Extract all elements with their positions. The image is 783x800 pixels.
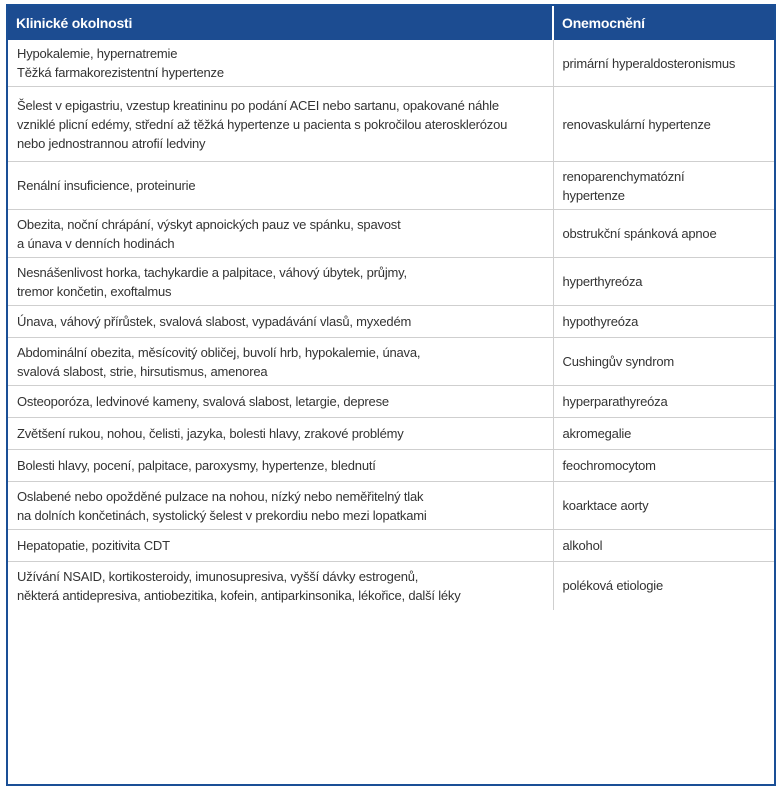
table-row bbox=[8, 162, 774, 210]
condition-cell bbox=[553, 258, 774, 306]
circumstances-line: Těžká farmakorezistentní hypertenze bbox=[17, 65, 224, 80]
circumstances-line: Obezita, noční chrápání, výskyt apnoických pauz ve spánku, spavost bbox=[17, 216, 401, 232]
condition-cell bbox=[553, 562, 774, 610]
condition-line: primární hyperaldosteronismus bbox=[562, 55, 736, 71]
clinical-circumstances-table bbox=[8, 6, 774, 610]
condition-cell bbox=[553, 450, 774, 482]
clinical-table-frame bbox=[6, 4, 776, 786]
table-body bbox=[8, 40, 774, 610]
circumstances-line: Abdominální obezita, měsícovitý obličej, buvolí hrb, hypokalemie, únava, bbox=[17, 344, 421, 360]
clinical-circumstances-cell bbox=[8, 210, 553, 258]
circumstances-line: tremor končetin, exoftalmus bbox=[17, 283, 172, 299]
table-row bbox=[8, 450, 774, 482]
condition-cell bbox=[553, 482, 774, 530]
condition-line: obstrukční spánková apnoe bbox=[562, 226, 717, 241]
table-header bbox=[8, 6, 774, 40]
table-row bbox=[8, 87, 774, 162]
table-row bbox=[8, 562, 774, 610]
table-row bbox=[8, 530, 774, 562]
header-condition: Onemocnění bbox=[562, 15, 645, 31]
condition-line: hyperparathyreóza bbox=[562, 394, 668, 409]
circumstances-line: a únava v denních hodinách bbox=[17, 235, 175, 251]
condition-line: alkohol bbox=[562, 538, 603, 553]
circumstances-line: nebo jednostrannou atrofií ledviny bbox=[17, 135, 206, 151]
table-row bbox=[8, 386, 774, 418]
table-row bbox=[8, 418, 774, 450]
table-row bbox=[8, 258, 774, 306]
circumstances-line: svalová slabost, strie, hirsutismus, amenorea bbox=[17, 363, 268, 379]
clinical-circumstances-cell bbox=[8, 530, 553, 562]
condition-line: renovaskulární hypertenze bbox=[562, 116, 711, 132]
circumstances-line: některá antidepresiva, antiobezitika, kofein, antiparkinsonika, lékořice, další léky bbox=[17, 587, 461, 603]
table-row bbox=[8, 40, 774, 87]
condition-line: hyperthyreóza bbox=[562, 274, 643, 289]
condition-line: feochromocytom bbox=[562, 458, 656, 473]
condition-line: Cushingův syndrom bbox=[562, 354, 674, 369]
condition-line: renoparenchymatózní bbox=[562, 168, 685, 184]
condition-line: hypothyreóza bbox=[562, 314, 639, 329]
header-row bbox=[8, 6, 774, 40]
condition-cell bbox=[553, 338, 774, 386]
circumstances-line: vzniklé plicní edémy, střední až těžká hypertenze u pacienta s pokročilou aterosklerózou bbox=[17, 116, 508, 132]
clinical-circumstances-cell bbox=[8, 418, 553, 450]
circumstances-line: Hepatopatie, pozitivita CDT bbox=[17, 538, 170, 553]
circumstances-line: Oslabené nebo opožděné pulzace na nohou, nízký nebo neměřitelný tlak bbox=[17, 488, 424, 504]
condition-cell bbox=[553, 530, 774, 562]
condition-line: akromegalie bbox=[562, 426, 632, 441]
clinical-circumstances-cell bbox=[8, 40, 553, 87]
condition-cell bbox=[553, 162, 774, 210]
condition-cell bbox=[553, 386, 774, 418]
circumstances-line: Hypokalemie, hypernatremie bbox=[17, 46, 178, 61]
clinical-circumstances-cell bbox=[8, 562, 553, 610]
clinical-circumstances-cell bbox=[8, 450, 553, 482]
condition-cell bbox=[553, 418, 774, 450]
table-row bbox=[8, 210, 774, 258]
circumstances-line: Bolesti hlavy, pocení, palpitace, paroxysmy, hypertenze, blednutí bbox=[17, 458, 376, 473]
circumstances-line: Renální insuficience, proteinurie bbox=[17, 178, 196, 193]
clinical-circumstances-cell bbox=[8, 338, 553, 386]
condition-cell bbox=[553, 40, 774, 87]
clinical-circumstances-cell bbox=[8, 162, 553, 210]
clinical-circumstances-cell bbox=[8, 258, 553, 306]
circumstances-line: Šelest v epigastriu, vzestup kreatininu po podání ACEI nebo sartanu, opakované náhle bbox=[17, 97, 499, 113]
circumstances-line: na dolních končetinách, systolický šelest v prekordiu nebo mezi lopatkami bbox=[17, 507, 427, 523]
condition-cell bbox=[553, 87, 774, 162]
table-row bbox=[8, 338, 774, 386]
clinical-circumstances-cell bbox=[8, 306, 553, 338]
clinical-circumstances-cell bbox=[8, 482, 553, 530]
condition-cell bbox=[553, 210, 774, 258]
condition-line: hypertenze bbox=[562, 187, 625, 203]
circumstances-line: Únava, váhový přírůstek, svalová slabost, vypadávání vlasů, myxedém bbox=[17, 314, 412, 329]
condition-cell bbox=[553, 306, 774, 338]
condition-line: poléková etiologie bbox=[562, 578, 663, 594]
header-clinical-circumstances: Klinické okolnosti bbox=[8, 6, 553, 40]
circumstances-line: Nesnášenlivost horka, tachykardie a palpitace, váhový úbytek, průjmy, bbox=[17, 264, 407, 280]
clinical-circumstances-cell bbox=[8, 87, 553, 162]
circumstances-line: Zvětšení rukou, nohou, čelisti, jazyka, bolesti hlavy, zrakové problémy bbox=[17, 426, 404, 441]
circumstances-line: Užívání NSAID, kortikosteroidy, imunosupresiva, vyšší dávky estrogenů, bbox=[17, 568, 419, 584]
clinical-circumstances-cell bbox=[8, 386, 553, 418]
circumstances-line: Osteoporóza, ledvinové kameny, svalová slabost, letargie, deprese bbox=[17, 394, 389, 409]
table-row bbox=[8, 482, 774, 530]
condition-line: koarktace aorty bbox=[562, 498, 649, 513]
table-row bbox=[8, 306, 774, 338]
